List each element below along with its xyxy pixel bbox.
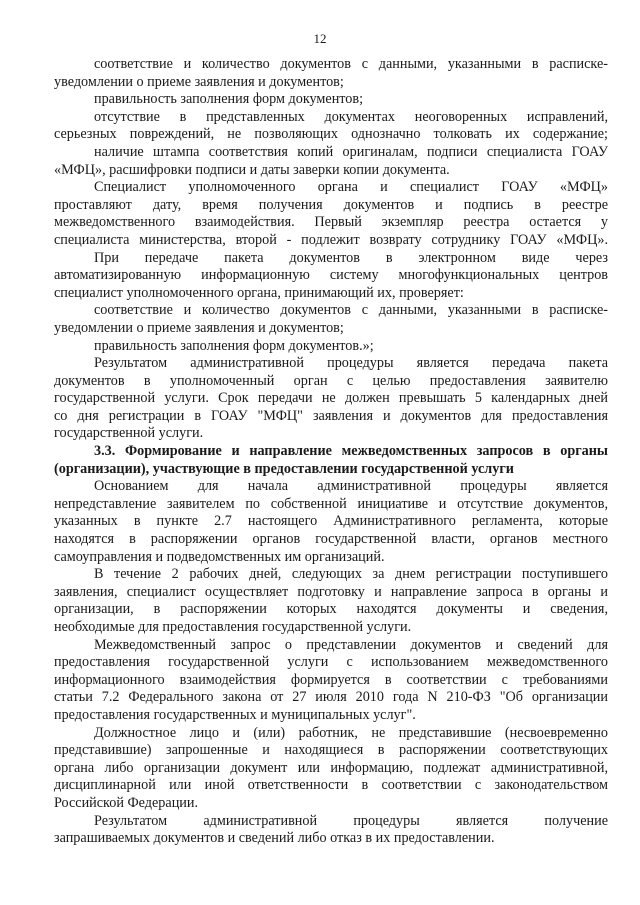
text-line: уведомлении о приеме заявления и документов; bbox=[54, 319, 344, 336]
text-line: наличие штампа соответствия копий оригиналам, подписи специалиста ГОАУ bbox=[94, 143, 608, 160]
text-line: указанных в пункте 2.7 настоящего Административного регламента, которые bbox=[54, 513, 608, 530]
text-line: государственной услуги. Срок передачи не должен превышать 5 календарных дней bbox=[54, 390, 608, 407]
text-line: соответствие и количество документов с данными, указанными в расписке- bbox=[94, 302, 608, 319]
text-line: межведомственного взаимодействия. Первый экземпляр реестра остается у bbox=[54, 214, 608, 231]
text-line: предоставления государственных и муниципальных услуг". bbox=[54, 706, 416, 723]
text-line: органа либо организации документ или информацию, подлежат административной, bbox=[54, 759, 608, 776]
text-line: Специалист уполномоченного органа и специалист ГОАУ «МФЦ» bbox=[94, 179, 608, 196]
text-line: соответствие и количество документов с данными, указанными в расписке- bbox=[94, 56, 608, 72]
text-line: информационного взаимодействия формируется в соответствии с требованиями bbox=[54, 671, 608, 688]
text-line: автоматизированную информационную систему многофункциональных центров bbox=[54, 267, 608, 284]
text-line: предоставления государственной услуги с использованием межведомственного bbox=[54, 654, 608, 671]
text-line: уведомлении о приеме заявления и документов; bbox=[54, 73, 344, 90]
text-line: правильность заполнения форм документов.»; bbox=[94, 337, 374, 354]
text-line: Межведомственный запрос о представлении документов и сведений для bbox=[94, 636, 608, 653]
text-line: непредставление заявителем по собственной инициативе и отсутствие документов, bbox=[54, 495, 608, 512]
document-body bbox=[54, 56, 608, 848]
text-line: статьи 7.2 Федерального закона от 27 июля 2010 года N 210-ФЗ "Об организации bbox=[54, 689, 608, 706]
text-line: находятся в распоряжении органов государственной власти, органов местного bbox=[54, 531, 608, 548]
section-heading-line: (организации), участвующие в предоставлении государственной услуги bbox=[54, 460, 514, 477]
text-line: серьезных повреждений, не позволяющих однозначно толковать их содержание; bbox=[54, 126, 608, 143]
text-line: При передаче пакета документов в электронном виде через bbox=[94, 249, 608, 266]
text-line: «МФЦ», расшифровки подписи и даты заверки копии документа. bbox=[54, 161, 450, 178]
text-line: В течение 2 рабочих дней, следующих за днем регистрации поступившего bbox=[94, 566, 608, 583]
text-line: отсутствие в представленных документах неоговоренных исправлений, bbox=[94, 108, 608, 125]
page-number: 12 bbox=[313, 31, 327, 46]
text-line: Основанием для начала административной процедуры является bbox=[94, 478, 608, 495]
text-line: представившие) запрошенные и находящиеся в распоряжении соответствующих bbox=[54, 742, 608, 759]
text-line: запрашиваемых документов и сведений либо отказ в их предоставлении. bbox=[54, 830, 495, 847]
text-line: необходимые для предоставления государственной услуги. bbox=[54, 619, 412, 635]
text-line: Должностное лицо и (или) работник, не представившие (несвоевременно bbox=[94, 724, 608, 741]
text-line: со дня регистрации в ГОАУ "МФЦ" заявления и документов для предоставления bbox=[54, 407, 608, 424]
text-line: специалист уполномоченного органа, принимающий их, проверяет: bbox=[54, 284, 464, 301]
text-line: специалиста министерства, второй - подлежит возврату сотруднику ГОАУ «МФЦ». bbox=[54, 231, 608, 248]
text-line: Результатом административной процедуры является передача пакета bbox=[94, 355, 608, 372]
text-line: заявления, специалист осуществляет подготовку и направление запроса в органы и bbox=[54, 583, 608, 600]
text-line: документов в уполномоченный орган с целью предоставления заявителю bbox=[54, 372, 608, 389]
text-line: самоуправления и подведомственных им организаций. bbox=[54, 548, 385, 565]
text-line: проставляют дату, время получения документов и подпись в реестре bbox=[54, 196, 608, 213]
section-heading-line: 3.3. Формирование и направление межведомственных запросов в органы bbox=[94, 443, 608, 460]
text-line: Результатом административной процедуры является получение bbox=[94, 812, 608, 829]
text-line: организации, в распоряжении которых находятся документы и сведения, bbox=[54, 601, 608, 618]
text-line: правильность заполнения форм документов; bbox=[94, 91, 364, 108]
text-line: дисциплинарной или иной ответственности в соответствии с законодательством bbox=[54, 777, 608, 794]
text-line: государственной услуги. bbox=[54, 425, 204, 442]
text-line: Российской Федерации. bbox=[54, 794, 199, 811]
